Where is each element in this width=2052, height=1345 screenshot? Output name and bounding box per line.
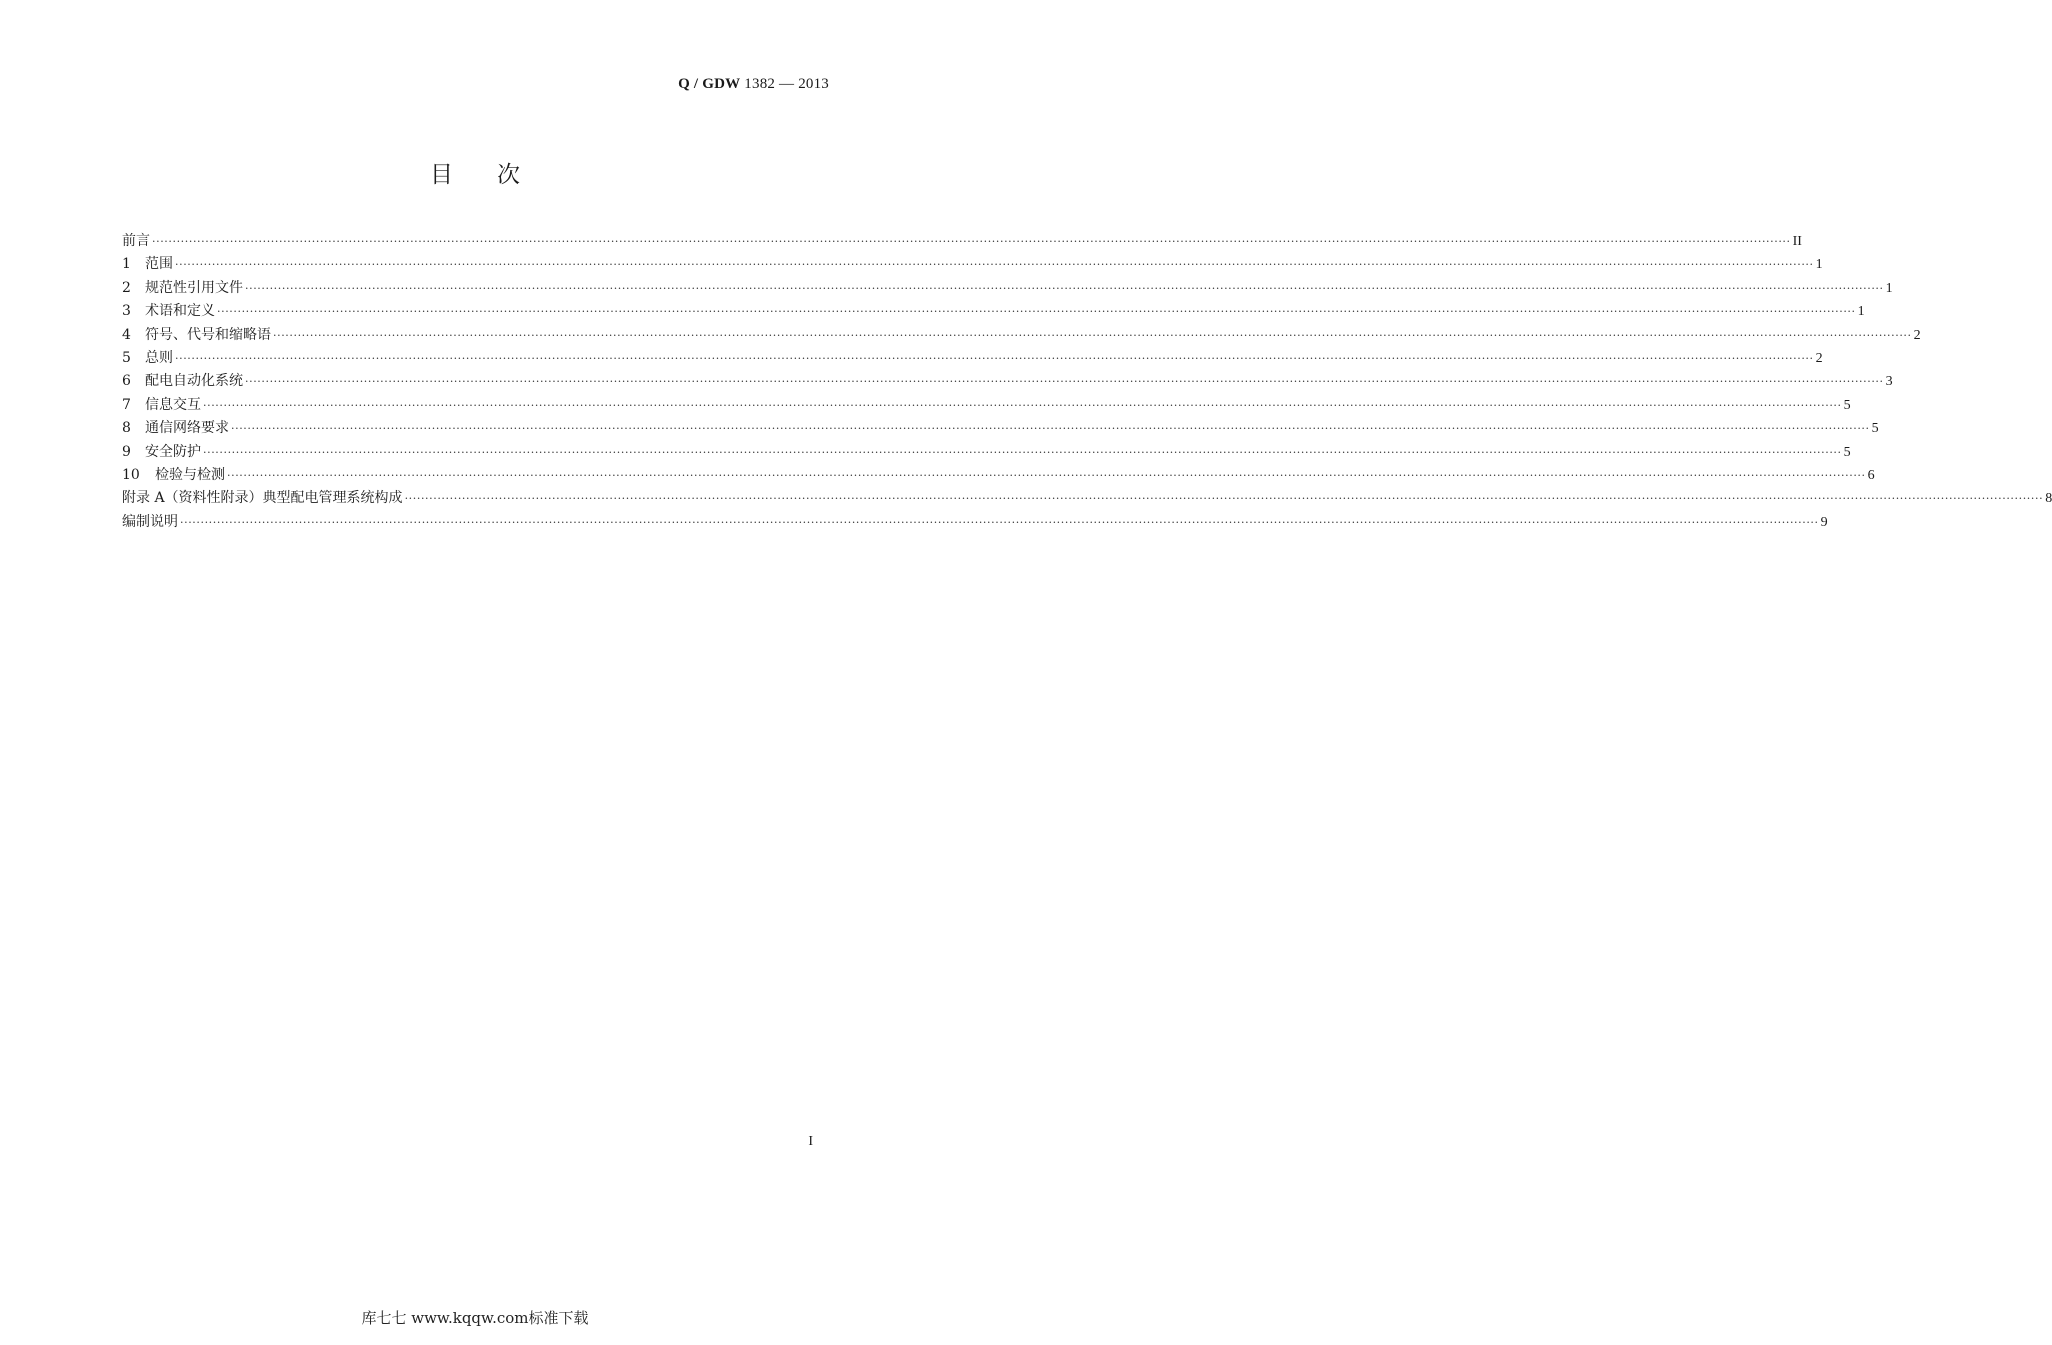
toc-leader-dots: ················································································································································································································································································································································································································ (203, 445, 1842, 459)
toc-entry[interactable] (122, 230, 1802, 253)
toc-entry[interactable] (122, 370, 1893, 393)
toc-leader-dots: ················································································································································································································································································································································································································ (175, 258, 1814, 272)
toc-entry-page: 5 (1843, 444, 1851, 460)
toc-entry-label: 附录 A（资料性附录）典型配电管理系统构成 (122, 490, 403, 507)
toc-entry-number: 10 (122, 466, 140, 483)
toc-entry[interactable] (122, 511, 1828, 534)
toc-leader-dots: ················································································································································································································································································································································································································ (231, 422, 1870, 436)
toc-entry-label: 规范性引用文件 (145, 279, 243, 296)
toc-entry[interactable] (122, 324, 1921, 347)
toc-entry-label: 范围 (145, 256, 173, 273)
toc-entry-label: 检验与检测 (155, 466, 225, 483)
toc-entry-page: 6 (1867, 467, 1875, 483)
toc-entry-label: 通信网络要求 (145, 420, 229, 437)
toc-entry-page: II (1792, 234, 1802, 249)
toc-entry-number: 6 (122, 373, 131, 390)
toc-entry-label: 术语和定义 (145, 303, 215, 320)
toc-entry[interactable] (122, 441, 1851, 464)
toc-entry-number: 1 (122, 256, 131, 273)
toc-entry-page: 2 (1913, 327, 1921, 343)
toc-entry-page: 1 (1857, 304, 1865, 320)
toc-entry-label: 配电自动化系统 (145, 373, 243, 390)
toc-leader-dots: ················································································································································································································································································································································································································ (203, 398, 1842, 412)
toc-leader-dots: ················································································································································································································································································································································································································ (273, 328, 1912, 342)
toc-entry[interactable] (122, 253, 1823, 276)
standard-number: 1382 — 2013 (744, 76, 829, 92)
toc-entry-page: 1 (1815, 257, 1823, 273)
standard-code (678, 76, 829, 93)
toc-entry[interactable] (122, 464, 1875, 487)
toc-entry[interactable] (122, 277, 1893, 300)
toc-entry-page: 5 (1871, 421, 1879, 437)
toc-entry[interactable] (122, 300, 1865, 323)
toc-entry-number: 3 (122, 303, 131, 320)
toc-entry-label: 前言 (122, 233, 150, 249)
toc-entry[interactable] (122, 487, 2052, 510)
toc-leader-dots: ················································································································································································································································································································································································································ (152, 235, 1791, 248)
toc-entry-label: 编制说明 (122, 513, 178, 530)
standard-prefix: Q / GDW (678, 76, 741, 92)
toc-entry-page: 2 (1815, 350, 1823, 366)
toc-entry-page: 9 (1820, 514, 1828, 530)
toc-entry-label: 总则 (145, 349, 173, 366)
toc-entry-number: 7 (122, 396, 131, 413)
toc-entry-label: 安全防护 (145, 443, 201, 460)
toc-entry-page: 5 (1843, 397, 1851, 413)
toc-entry-page: 8 (2045, 491, 2052, 507)
page-number: I (808, 1134, 813, 1149)
toc-leader-dots: ················································································································································································································································································································································································································ (217, 305, 1856, 319)
toc-leader-dots: ················································································································································································································································································································································································································ (175, 351, 1814, 365)
page-title: 目次 (430, 162, 564, 188)
toc-entry-number: 9 (122, 443, 131, 460)
toc-leader-dots: ················································································································································································································································································································································································································ (404, 492, 2044, 506)
toc-leader-dots: ················································································································································································································································································································································································································ (245, 375, 1884, 389)
toc-entry[interactable] (122, 347, 1823, 370)
toc-entry-page: 1 (1885, 280, 1893, 296)
toc-entry-label: 符号、代号和缩略语 (145, 326, 271, 343)
footer-watermark: 库七七 www.kqqw.com标准下载 (361, 1309, 589, 1327)
toc-entry[interactable] (122, 417, 1879, 440)
toc-entry-label: 信息交互 (145, 396, 201, 413)
toc-leader-dots: ················································································································································································································································································································································································································ (180, 515, 1819, 529)
toc-leader-dots: ················································································································································································································································································································································································································ (227, 468, 1866, 482)
toc-entry-number: 5 (122, 349, 131, 366)
toc-entry-number: 2 (122, 279, 131, 296)
table-of-contents (122, 230, 2052, 534)
toc-entry[interactable] (122, 394, 1851, 417)
toc-entry-number: 4 (122, 326, 131, 343)
toc-entry-number: 8 (122, 420, 131, 437)
toc-leader-dots: ················································································································································································································································································································································································································ (245, 281, 1884, 295)
toc-entry-page: 3 (1885, 374, 1893, 390)
